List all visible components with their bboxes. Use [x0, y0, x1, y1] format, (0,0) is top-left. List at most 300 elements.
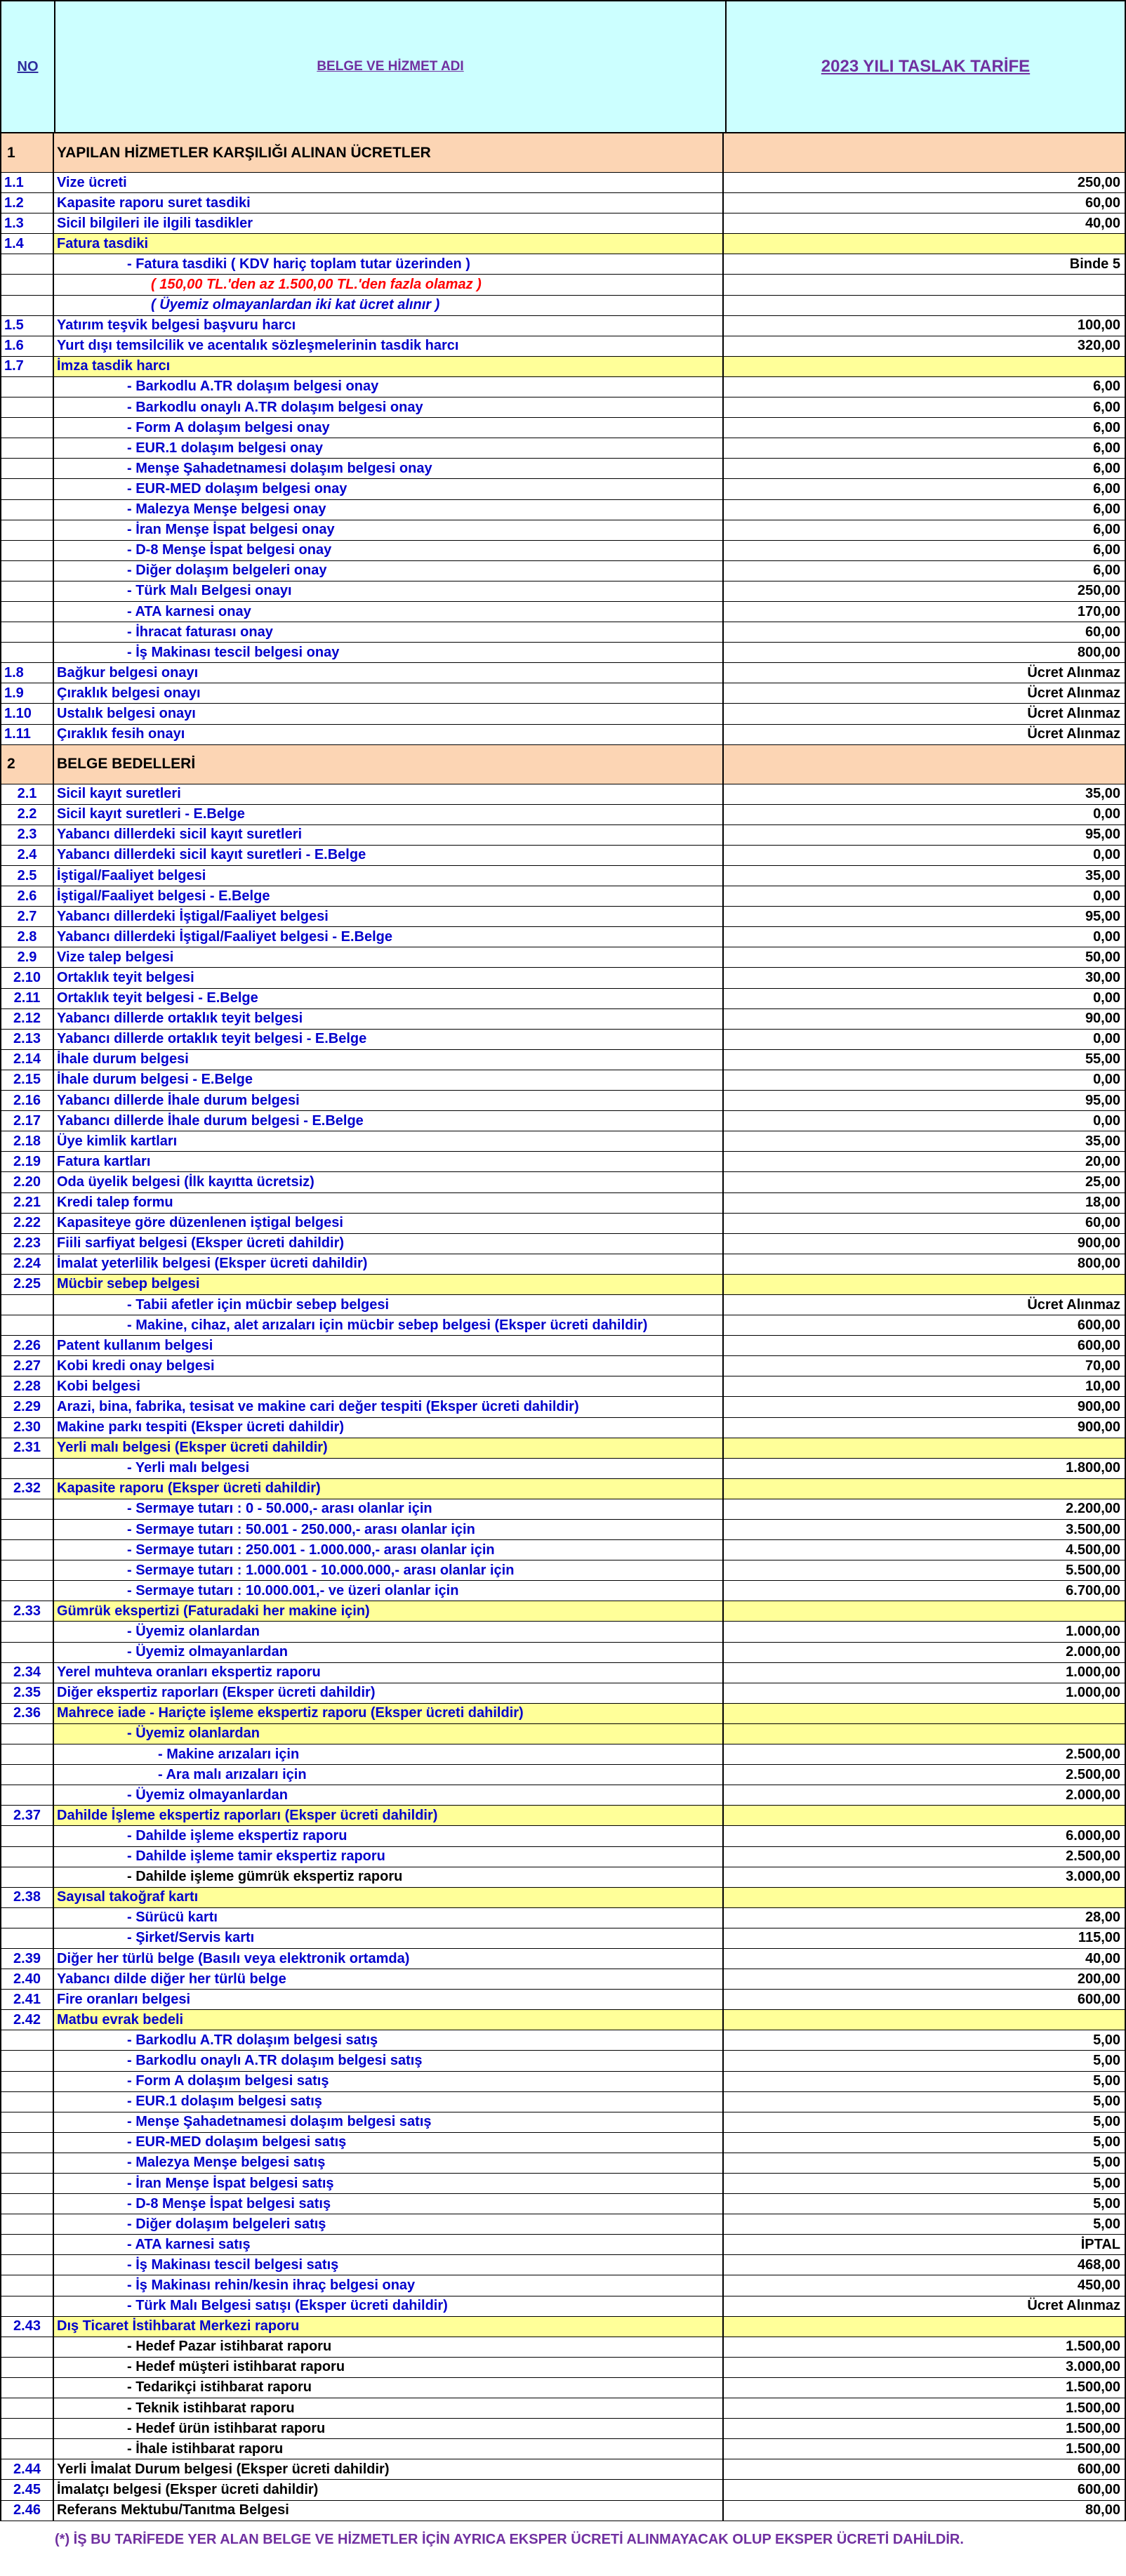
row-name: - Tabii afetler için mücbir sebep belgesi — [54, 1295, 724, 1315]
row-price: 55,00 — [1085, 1051, 1120, 1067]
table-row — [0, 2501, 1126, 2521]
table-row — [0, 2153, 1126, 2174]
row-name: Ortaklık teyit belgesi - E.Belge — [54, 989, 724, 1008]
row-price: 18,00 — [1085, 1195, 1120, 1211]
table-row — [0, 622, 1126, 643]
row-name: Bağkur belgesi onayı — [54, 663, 724, 683]
row-name: - D-8 Menşe İspat belgesi satış — [54, 2194, 724, 2214]
row-name: - Ara malı arızaları için — [54, 1765, 724, 1785]
row-price: 60,00 — [1085, 195, 1120, 211]
row-name: - Türk Malı Belgesi onayı — [54, 581, 724, 601]
row-name: - Hedef ürün istihbarat raporu — [54, 2419, 724, 2438]
row-price: 0,00 — [1093, 847, 1120, 863]
table-row — [0, 663, 1126, 683]
row-price: 200,00 — [1077, 1971, 1120, 1987]
table-row — [0, 704, 1126, 724]
table-row — [0, 2480, 1126, 2500]
row-name: - Diğer dolaşım belgeleri onay — [54, 561, 724, 581]
row-number: 2.42 — [1, 2010, 54, 2030]
table-row — [0, 2072, 1126, 2092]
row-number: 1.10 — [1, 704, 54, 723]
row-name: İhale durum belgesi - E.Belge — [54, 1070, 724, 1090]
row-price: 1.500,00 — [1066, 2339, 1120, 2355]
row-name: Yabancı dillerde ortaklık teyit belgesi - E.Belge — [54, 1030, 724, 1049]
row-number: 2.6 — [1, 886, 54, 906]
row-price: 115,00 — [1078, 1930, 1120, 1946]
row-price: 6.000,00 — [1066, 1827, 1120, 1844]
row-price — [724, 2317, 1125, 2337]
table-row — [0, 805, 1126, 825]
table-row — [0, 1540, 1126, 1560]
row-name: Mücbir sebep belgesi — [54, 1275, 724, 1294]
row-name: - Diğer dolaşım belgeleri satış — [54, 2214, 724, 2234]
row-number: 2.38 — [1, 1888, 54, 1907]
row-name: - Barkodlu onaylı A.TR dolaşım belgesi satış — [54, 2051, 724, 2070]
table-row — [0, 2255, 1126, 2275]
row-price: 5,00 — [1093, 2155, 1120, 2171]
table-row — [0, 1622, 1126, 1642]
row-name: - Barkodlu A.TR dolaşım belgesi satış — [54, 2030, 724, 2050]
row-name: - EUR-MED dolaşım belgesi satış — [54, 2133, 724, 2153]
row-number: 2.39 — [1, 1949, 54, 1969]
row-price: 0,00 — [1093, 1031, 1120, 1047]
row-number: 2.35 — [1, 1683, 54, 1703]
row-name: Sayısal takoğraf kartı — [54, 1888, 724, 1907]
row-name: - Üyemiz olmayanlardan — [54, 1643, 724, 1662]
row-price: 5,00 — [1093, 2195, 1120, 2212]
row-name: İştigal/Faaliyet belgesi — [54, 866, 724, 886]
table-row — [0, 1315, 1126, 1336]
table-row — [0, 316, 1126, 336]
row-price: 6,00 — [1093, 460, 1120, 476]
row-number — [1, 296, 54, 315]
row-name: - İş Makinası tescil belgesi onay — [54, 643, 724, 662]
row-number: 2.43 — [1, 2317, 54, 2337]
row-name: - Menşe Şahadetnamesi dolaşım belgesi onay — [54, 459, 724, 478]
table-row — [0, 459, 1126, 479]
row-price: 0,00 — [1093, 1112, 1120, 1129]
row-number: 2.25 — [1, 1275, 54, 1294]
row-name: - Sermaye tutarı : 10.000.001,- ve üzeri olanlar için — [54, 1581, 724, 1601]
row-number: 2.45 — [1, 2480, 54, 2499]
row-number: 2.33 — [1, 1601, 54, 1621]
table-row — [0, 1990, 1126, 2010]
table-row — [0, 1254, 1126, 1275]
table-row — [0, 683, 1126, 704]
row-name: - Malezya Menşe belgesi satış — [54, 2153, 724, 2173]
table-row — [0, 784, 1126, 805]
row-price — [724, 133, 1125, 172]
row-price: 70,00 — [1085, 1358, 1120, 1374]
row-price — [724, 1806, 1125, 1825]
row-name: Dış Ticaret İstihbarat Merkezi raporu — [54, 2317, 724, 2337]
row-price: 95,00 — [1085, 827, 1120, 843]
row-price: 2.500,00 — [1066, 1848, 1120, 1865]
row-price: 40,00 — [1085, 1950, 1120, 1966]
table-row — [0, 1581, 1126, 1601]
row-name: İmza tasdik harcı — [54, 357, 724, 376]
row-price: 6,00 — [1093, 563, 1120, 579]
row-number — [1, 2255, 54, 2275]
row-name: - Türk Malı Belgesi satışı (Eksper ücreti dahildir) — [54, 2296, 724, 2316]
row-price — [724, 1724, 1125, 1744]
table-row — [0, 725, 1126, 745]
row-name: - Teknik istihbarat raporu — [54, 2398, 724, 2418]
row-name: Matbu evrak bedeli — [54, 2010, 724, 2030]
row-number: 2.7 — [1, 907, 54, 926]
row-number — [1, 2072, 54, 2091]
row-price: 40,00 — [1085, 215, 1120, 231]
row-name: Fire oranları belgesi — [54, 1990, 724, 2009]
table-row — [0, 1479, 1126, 1499]
table-row — [0, 336, 1126, 357]
row-name: Sicil kayıt suretleri — [54, 784, 724, 804]
row-name: Diğer ekspertiz raporları (Eksper ücreti dahildir) — [54, 1683, 724, 1703]
row-number: 2.13 — [1, 1030, 54, 1049]
row-number — [1, 2378, 54, 2398]
table-row — [0, 418, 1126, 438]
row-name: ( Üyemiz olmayanlardan iki kat ücret alınır ) — [54, 296, 724, 315]
table-row — [0, 1275, 1126, 1295]
row-price: 2.200,00 — [1066, 1501, 1120, 1517]
row-number: 1.2 — [1, 193, 54, 213]
table-row — [0, 1560, 1126, 1581]
row-number: 2.16 — [1, 1091, 54, 1110]
row-number — [1, 254, 54, 274]
row-number — [1, 1295, 54, 1315]
row-name: - İran Menşe İspat belgesi onay — [54, 520, 724, 540]
row-price: 250,00 — [1077, 583, 1120, 599]
table-row — [0, 2337, 1126, 2358]
table-row — [0, 2317, 1126, 2337]
row-price — [724, 234, 1125, 254]
table-row — [0, 1418, 1126, 1438]
row-number — [1, 418, 54, 438]
row-number — [1, 2439, 54, 2459]
row-price: 6,00 — [1093, 379, 1120, 395]
row-name: Ustalık belgesi onayı — [54, 704, 724, 723]
table-row — [0, 1785, 1126, 1806]
row-price — [724, 745, 1125, 784]
row-name: Yabancı dillerdeki sicil kayıt suretleri — [54, 825, 724, 845]
table-row — [0, 1152, 1126, 1172]
row-number: 2.21 — [1, 1193, 54, 1213]
row-price — [724, 1601, 1125, 1621]
row-price: 35,00 — [1085, 786, 1120, 802]
row-number — [1, 2358, 54, 2377]
table-row — [0, 479, 1126, 499]
row-number — [1, 1847, 54, 1867]
row-name: ( 150,00 TL.'den az 1.500,00 TL.'den fazla olamaz ) — [54, 275, 724, 294]
row-price: 35,00 — [1085, 1133, 1120, 1149]
row-price — [724, 357, 1125, 376]
row-number: 2.4 — [1, 846, 54, 865]
row-name: - Malezya Menşe belgesi onay — [54, 500, 724, 520]
row-price: 5,00 — [1093, 2175, 1120, 2191]
table-row — [0, 357, 1126, 377]
table-row — [0, 1234, 1126, 1254]
row-price: 28,00 — [1085, 1910, 1120, 1926]
table-row — [0, 234, 1126, 254]
row-price: 1.500,00 — [1066, 2400, 1120, 2416]
row-name: Çıraklık belgesi onayı — [54, 683, 724, 703]
row-number — [1, 1744, 54, 1764]
table-row — [0, 1908, 1126, 1928]
row-name: - Barkodlu onaylı A.TR dolaşım belgesi onay — [54, 397, 724, 417]
row-number — [1, 520, 54, 540]
table-row — [0, 254, 1126, 275]
row-number: 2.36 — [1, 1704, 54, 1723]
row-name: Mahrece iade - Hariçte işleme ekspertiz raporu (Eksper ücreti dahildir) — [54, 1704, 724, 1723]
row-price: 5,00 — [1093, 2032, 1120, 2048]
row-price: 100,00 — [1077, 317, 1120, 334]
row-name: Kredi talep formu — [54, 1193, 724, 1213]
row-price: 1.800,00 — [1066, 1460, 1120, 1476]
row-number: 1.7 — [1, 357, 54, 376]
table-row — [0, 1704, 1126, 1724]
row-price: İPTAL — [1080, 2236, 1120, 2252]
table-row — [0, 1295, 1126, 1315]
row-number — [1, 459, 54, 478]
row-name: - Sürücü kartı — [54, 1908, 724, 1928]
row-price: 5,00 — [1093, 2073, 1120, 2089]
row-number: 2.18 — [1, 1131, 54, 1151]
row-price: 5,00 — [1093, 2094, 1120, 2110]
row-price: 5.500,00 — [1066, 1562, 1120, 1578]
table-row — [0, 1111, 1126, 1131]
table-row — [0, 1091, 1126, 1111]
row-price: 3.000,00 — [1066, 1869, 1120, 1885]
row-name: Yabancı dilde diğer her türlü belge — [54, 1969, 724, 1989]
table-row — [0, 1009, 1126, 1030]
row-name: - Hedef müşteri istihbarat raporu — [54, 2358, 724, 2377]
row-price: 25,00 — [1085, 1174, 1120, 1190]
row-name: Yabancı dillerde ortaklık teyit belgesi — [54, 1009, 724, 1029]
row-name: Yatırım teşvik belgesi başvuru harcı — [54, 316, 724, 336]
row-price — [724, 1888, 1125, 1907]
row-number — [1, 561, 54, 581]
row-name: Yerel muhteva oranları ekspertiz raporu — [54, 1663, 724, 1683]
table-row — [0, 2030, 1126, 2051]
row-number: 2.8 — [1, 927, 54, 947]
table-row — [0, 825, 1126, 846]
row-number: 2.44 — [1, 2459, 54, 2479]
row-name: - Sermaye tutarı : 250.001 - 1.000.000,- arası olanlar için — [54, 1540, 724, 1560]
row-number — [1, 541, 54, 560]
row-name: Yabancı dillerdeki İştigal/Faaliyet belgesi — [54, 907, 724, 926]
row-price: 1.500,00 — [1066, 2379, 1120, 2396]
row-price — [724, 275, 1125, 294]
row-name: - EUR.1 dolaşım belgesi satış — [54, 2092, 724, 2112]
row-number — [1, 1724, 54, 1744]
row-price: 600,00 — [1077, 2461, 1120, 2477]
table-row — [0, 1724, 1126, 1744]
table-row — [0, 2235, 1126, 2255]
row-name: Oda üyelik belgesi (İlk kayıtta ücretsiz) — [54, 1172, 724, 1192]
row-price: 600,00 — [1077, 1337, 1120, 1353]
row-price: 600,00 — [1077, 1991, 1120, 2007]
row-price: 5,00 — [1093, 2114, 1120, 2130]
row-price: 20,00 — [1085, 1153, 1120, 1169]
row-price: 170,00 — [1077, 603, 1120, 619]
row-number: 1.1 — [1, 173, 54, 192]
row-name: İştigal/Faaliyet belgesi - E.Belge — [54, 886, 724, 906]
row-name: - İş Makinası rehin/kesin ihraç belgesi onay — [54, 2275, 724, 2295]
table-row — [0, 1499, 1126, 1520]
row-name: - Yerli malı belgesi — [54, 1459, 724, 1478]
row-price: 900,00 — [1077, 1419, 1120, 1435]
row-number — [1, 1540, 54, 1560]
row-number: 1.11 — [1, 725, 54, 744]
row-number — [1, 2214, 54, 2234]
table-row — [0, 1949, 1126, 1969]
row-price: 600,00 — [1077, 2481, 1120, 2497]
row-number — [1, 1499, 54, 1519]
table-row — [0, 1520, 1126, 1540]
row-price: 0,00 — [1093, 888, 1120, 904]
row-number: 2.32 — [1, 1479, 54, 1499]
row-name: Fatura kartları — [54, 1152, 724, 1171]
row-number: 2.30 — [1, 1418, 54, 1438]
row-price: 1.500,00 — [1066, 2420, 1120, 2436]
row-number: 2.41 — [1, 1990, 54, 2009]
row-number: 2.10 — [1, 968, 54, 987]
row-number — [1, 397, 54, 417]
row-number: 2.2 — [1, 805, 54, 824]
table-row — [0, 296, 1126, 316]
table-row — [0, 2459, 1126, 2480]
row-price: 10,00 — [1085, 1378, 1120, 1394]
table-row — [0, 1050, 1126, 1070]
row-name: Referans Mektubu/Tanıtma Belgesi — [54, 2501, 724, 2521]
row-price: Ücret Alınmaz — [1027, 664, 1120, 681]
table-row — [0, 1888, 1126, 1908]
row-price — [724, 296, 1125, 315]
row-name: - EUR-MED dolaşım belgesi onay — [54, 479, 724, 499]
row-name: - İş Makinası tescil belgesi satış — [54, 2255, 724, 2275]
row-name: - Dahilde işleme gümrük ekspertiz raporu — [54, 1867, 724, 1887]
table-row — [0, 1172, 1126, 1192]
row-price: 468,00 — [1077, 2256, 1120, 2273]
row-name: Arazi, bina, fabrika, tesisat ve makine cari değer tespiti (Eksper ücreti dahildir) — [54, 1397, 724, 1417]
row-price: 4.500,00 — [1066, 1542, 1120, 1558]
table-row — [0, 947, 1126, 968]
row-number — [1, 438, 54, 458]
table-row — [0, 1356, 1126, 1376]
row-price: Ücret Alınmaz — [1027, 685, 1120, 701]
row-number — [1, 1459, 54, 1478]
row-number — [1, 2112, 54, 2132]
row-number: 2.17 — [1, 1111, 54, 1131]
table-row — [0, 1131, 1126, 1152]
table-row — [0, 1765, 1126, 1785]
row-price: 0,00 — [1093, 1072, 1120, 1088]
table-row — [0, 989, 1126, 1009]
row-number — [1, 2235, 54, 2254]
table-row — [0, 1806, 1126, 1826]
row-name: - Üyemiz olanlardan — [54, 1724, 724, 1744]
table-row — [0, 1336, 1126, 1356]
table-row — [0, 2174, 1126, 2194]
row-name: Yurt dışı temsilcilik ve acentalık sözleşmelerinin tasdik harcı — [54, 336, 724, 356]
row-name: Yabancı dillerde İhale durum belgesi — [54, 1091, 724, 1110]
table-row — [0, 643, 1126, 663]
table-row — [0, 2112, 1126, 2133]
row-price: 80,00 — [1085, 2502, 1120, 2518]
row-name: - Sermaye tutarı : 0 - 50.000,- arası olanlar için — [54, 1499, 724, 1519]
row-price — [724, 1275, 1125, 1294]
row-name: Patent kullanım belgesi — [54, 1336, 724, 1355]
row-number: 2.27 — [1, 1356, 54, 1376]
row-price: 1.500,00 — [1066, 2440, 1120, 2457]
row-number — [1, 2133, 54, 2153]
row-name: - Fatura tasdiki ( KDV hariç toplam tutar üzerinden ) — [54, 254, 724, 274]
row-name: - Üyemiz olmayanlardan — [54, 1785, 724, 1805]
row-number — [1, 1581, 54, 1601]
row-price: Ücret Alınmaz — [1027, 705, 1120, 721]
row-number: 2.19 — [1, 1152, 54, 1171]
row-name: Üye kimlik kartları — [54, 1131, 724, 1151]
row-number: 2.23 — [1, 1234, 54, 1254]
row-name: Sicil kayıt suretleri - E.Belge — [54, 805, 724, 824]
row-number — [1, 1765, 54, 1785]
row-price: 600,00 — [1077, 1317, 1120, 1333]
row-price: 2.500,00 — [1066, 1766, 1120, 1782]
row-number: 1.8 — [1, 663, 54, 683]
row-number: 1.9 — [1, 683, 54, 703]
row-price: 95,00 — [1085, 908, 1120, 924]
row-price: 5,00 — [1093, 2216, 1120, 2232]
row-number — [1, 2030, 54, 2050]
table-row — [0, 1601, 1126, 1622]
table-header — [0, 0, 1126, 133]
row-price: 2.500,00 — [1066, 1746, 1120, 1762]
row-name: - EUR.1 dolaşım belgesi onay — [54, 438, 724, 458]
table-row — [0, 2275, 1126, 2296]
row-name: Kapasite raporu suret tasdiki — [54, 193, 724, 213]
row-price: 250,00 — [1077, 174, 1120, 190]
row-name: Vize talep belgesi — [54, 947, 724, 967]
row-name: - Tedarikçi istihbarat raporu — [54, 2378, 724, 2398]
table-row — [0, 520, 1126, 541]
table-row — [0, 2194, 1126, 2214]
row-name: Kapasite raporu (Eksper ücreti dahildir) — [54, 1479, 724, 1499]
row-price: 90,00 — [1085, 1011, 1120, 1027]
header-no: NO — [1, 1, 55, 132]
table-row — [0, 2419, 1126, 2439]
row-price: 900,00 — [1077, 1398, 1120, 1414]
row-name: Diğer her türlü belge (Basılı veya elektronik ortamda) — [54, 1949, 724, 1969]
row-price: 6,00 — [1093, 440, 1120, 456]
row-price: 800,00 — [1077, 644, 1120, 660]
row-name: - Sermaye tutarı : 1.000.001 - 10.000.000,- arası olanlar için — [54, 1560, 724, 1580]
table-row — [0, 275, 1126, 295]
table-row — [0, 500, 1126, 520]
table-body — [0, 133, 1126, 2521]
table-row — [0, 968, 1126, 988]
row-number — [1, 643, 54, 662]
row-price: 0,00 — [1093, 806, 1120, 822]
table-row — [0, 581, 1126, 602]
row-price: 1.000,00 — [1066, 1685, 1120, 1701]
row-number — [1, 1520, 54, 1539]
table-row — [0, 602, 1126, 622]
row-number: 2.20 — [1, 1172, 54, 1192]
row-name: - Hedef Pazar istihbarat raporu — [54, 2337, 724, 2357]
row-number: 2.11 — [1, 989, 54, 1008]
table-row — [0, 193, 1126, 213]
row-name: - ATA karnesi onay — [54, 602, 724, 622]
